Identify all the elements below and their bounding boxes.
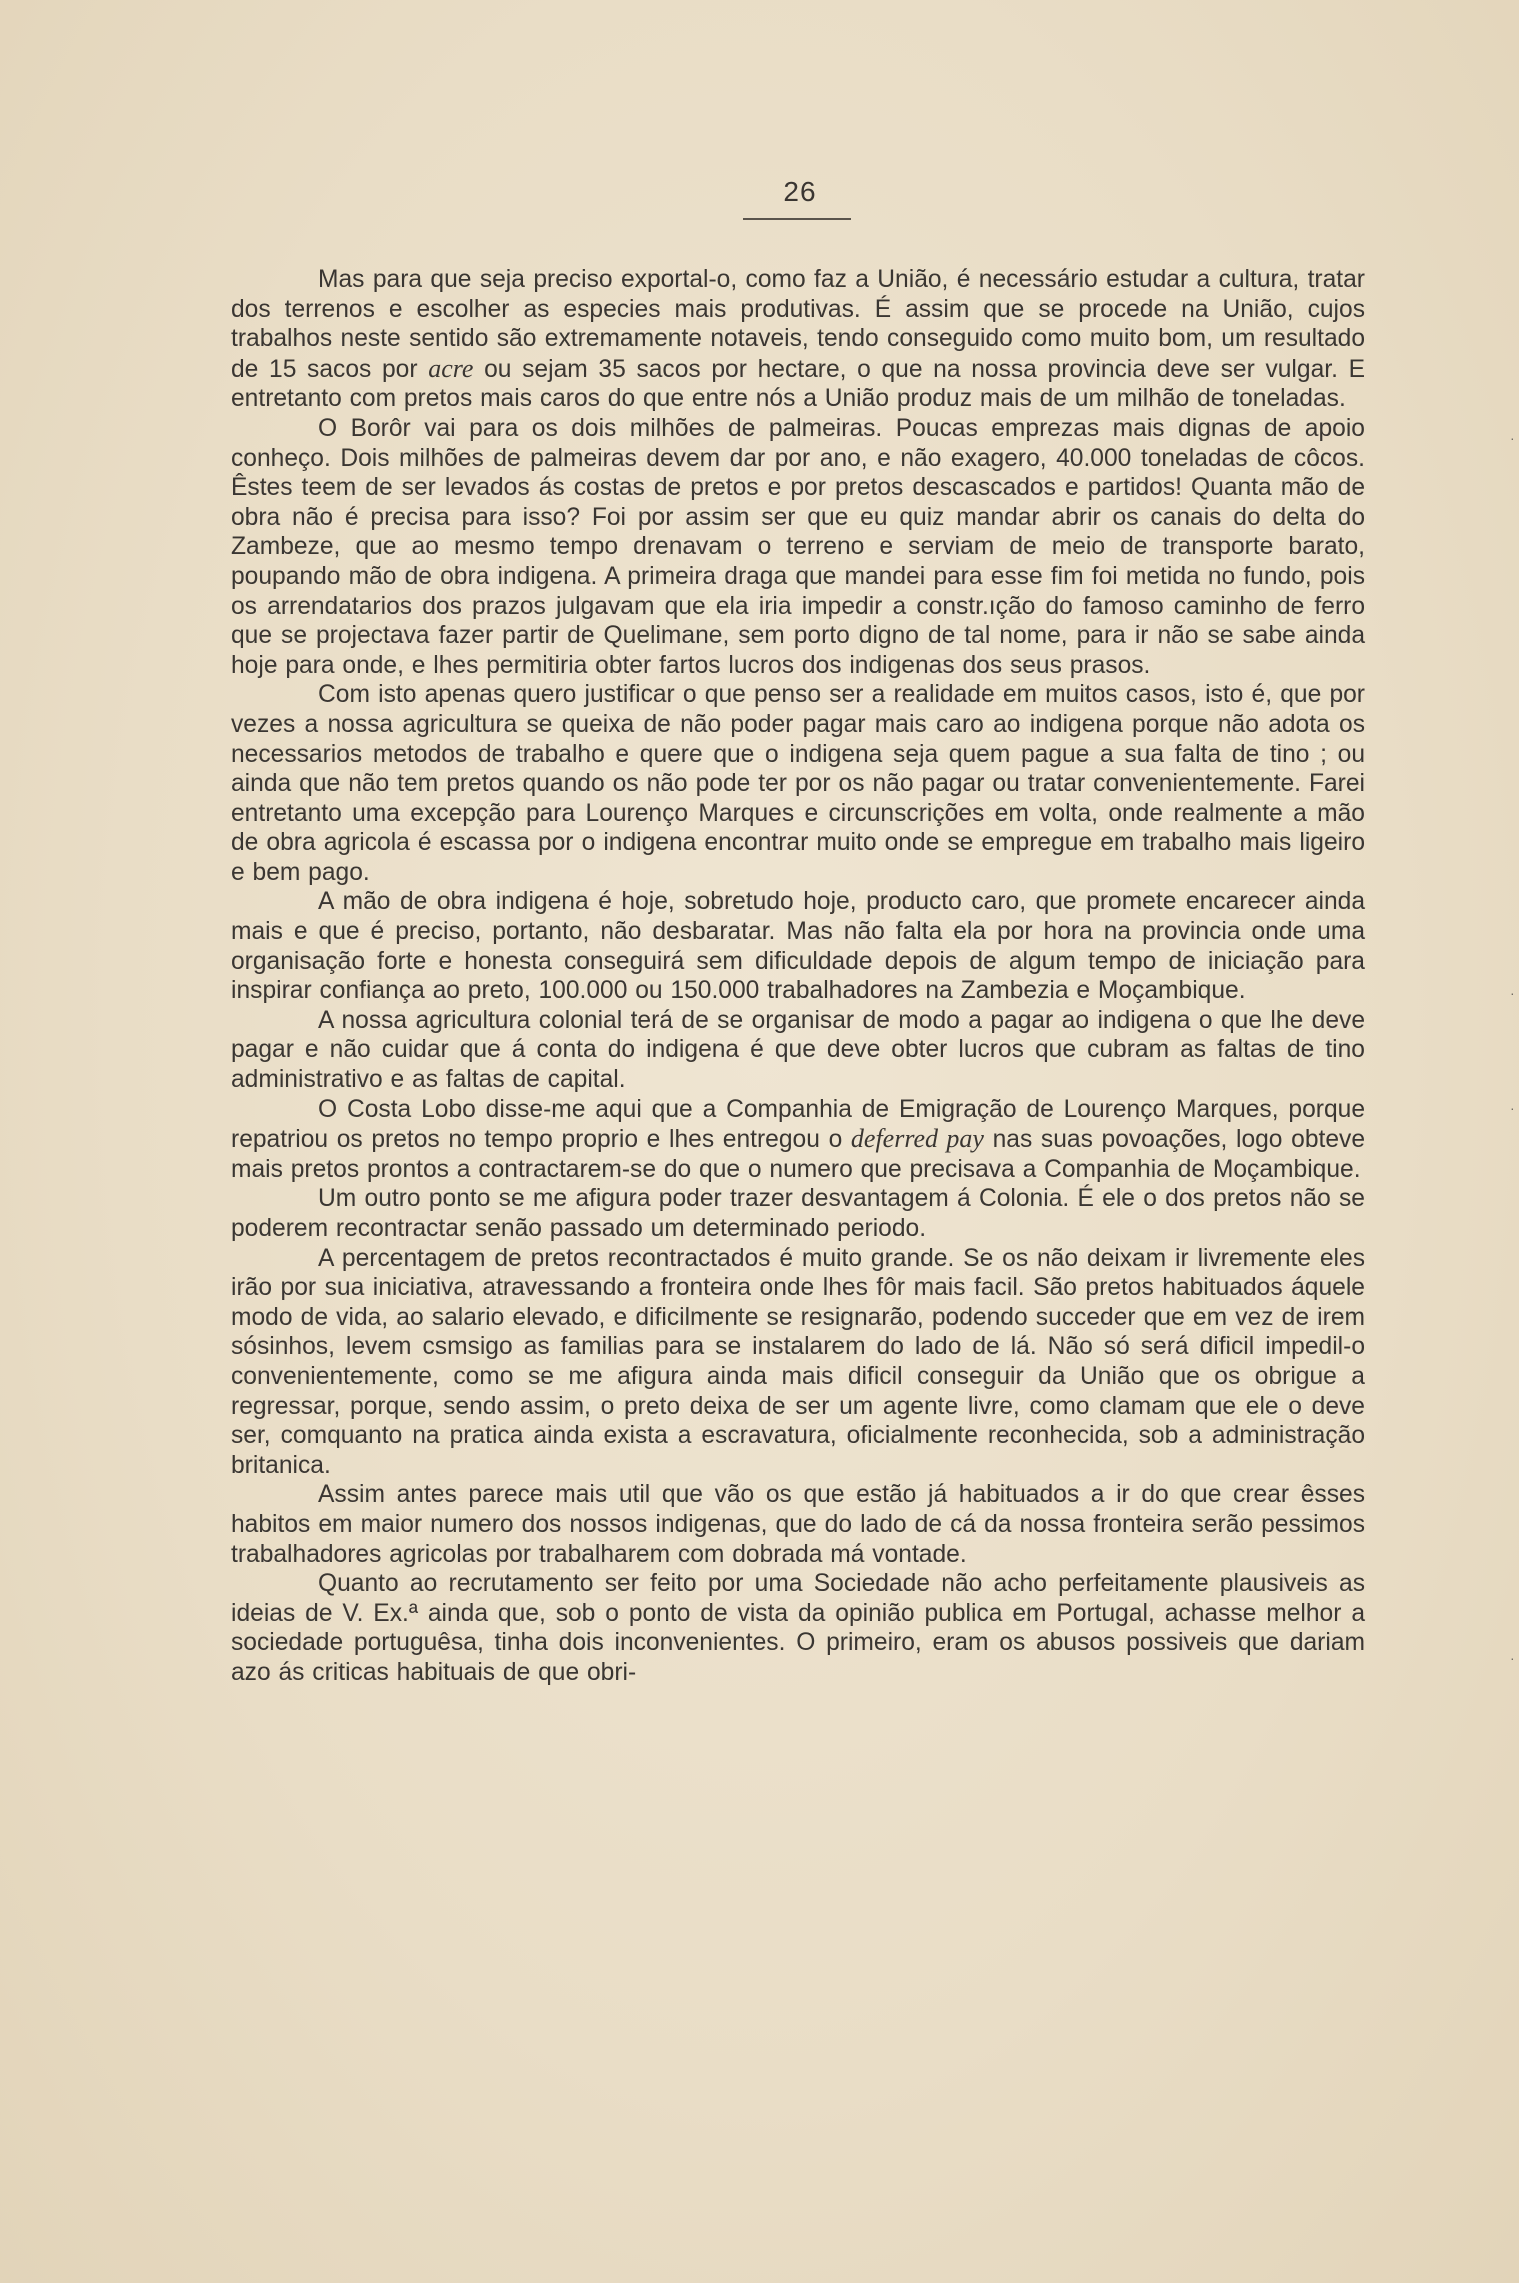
margin-speck: · xyxy=(1510,1100,1515,1116)
margin-speck: · xyxy=(1510,985,1515,1001)
margin-speck: · xyxy=(1510,1650,1515,1666)
paragraph-5: A nossa agricultura colonial terá de se organisar de modo a pagar ao indigena o que lhe deve pagar e não cuidar que á conta do indigena é que deve obter lucros que cubram as faltas de tino administrativo e as faltas de capital. xyxy=(231,1006,1365,1094)
italic-term: deferred pay xyxy=(850,1124,984,1154)
page-number: 26 xyxy=(783,176,817,207)
paragraph-4: A mão de obra indigena é hoje, sobretudo hoje, producto caro, que promete encarecer ainda mais e que é preciso, portanto, não desbaratar. Mas não falta ela por hora na provincia onde uma organisação forte e honesta conseguirá sem dificuldade depois de algum tempo de iniciação para inspirar confiança ao preto, 100.000 ou 150.000 trabalhadores na Zambezia e Moçambique. xyxy=(231,888,1365,1005)
paragraph-1: Mas para que seja preciso exportal-o, como faz a União, é necessário estudar a cultura, tratar dos terrenos e escolher as especies mais produtivas. É assim que se procede na União, cujos trabalhos neste sentido são extremamente notaveis, tendo conseguido como muito bom, um resultado de 15 sacos por acre ou sejam 35 sacos por hectare, o que na nossa provincia deve ser vulgar. E entretanto com pretos mais caros do que entre nós a União produz mais de um milhão de toneladas. xyxy=(231,266,1365,413)
body-text xyxy=(231,265,1365,1688)
page-number-rule xyxy=(743,218,851,220)
paragraph-10: Quanto ao recrutamento ser feito por uma Sociedade não acho perfeitamente plausiveis as ideias de V. Ex.ª ainda que, sob o ponto de vista da opinião publica em Portugal, achasse melhor a sociedade portuguêsa, tinha dois inconvenientes. O primeiro, eram os abusos possiveis que dariam azo ás criticas habituais de que obri- xyxy=(231,1570,1365,1686)
paragraph-7: Um outro ponto se me afigura poder trazer desvantagem á Colonia. É ele o dos pretos não se poderem recontractar senão passado um determinado periodo. xyxy=(231,1185,1365,1242)
italic-term: acre xyxy=(428,353,474,383)
margin-speck: · xyxy=(1510,430,1515,446)
paragraph-2: O Borôr vai para os dois milhões de palmeiras. Poucas emprezas mais dignas de apoio conheço. Dois milhões de palmeiras devem dar por ano, e não exagero, 40.000 toneladas de côcos. Êstes teem de ser levados ás costas de pretos e por pretos descascados e partidos! Quanta mão de obra não é precisa para isso? Foi por assim ser que eu quiz mandar abrir os canais do delta do Zambeze, que ao mesmo tempo drenavam o terreno e serviam de meio de transporte barato, poupando mão de obra indigena. A primeira draga que mandei para esse fim foi metida no fundo, pois os arrendatarios dos prazos julgavam que ela iria impedir a constr.ıção do famoso caminho de ferro que se projectava fazer partir de Quelimane, sem porto digno de tal nome, para ir não se sabe ainda hoje para onde, e lhes permitiria obter fartos lucros dos indigenas dos seus prasos. xyxy=(231,414,1365,679)
paragraph-3: Com isto apenas quero justificar o que penso ser a realidade em muitos casos, isto é, que por vezes a nossa agricultura se queixa de não poder pagar mais caro ao indigena porque não adota os necessarios metodos de trabalho e quere que o indigena seja quem pague a sua falta de tino ; ou ainda que não tem pretos quando os não pode ter por os não pagar ou tratar convenientemente. Farei entretanto uma excepção para Lourenço Marques e circunscrições em volta, onde realmente a mão de obra agricola é escassa por o indigena encontrar muito onde se empregue em trabalho mais ligeiro e bem pago. xyxy=(231,681,1365,886)
paragraph-6: O Costa Lobo disse-me aqui que a Companhia de Emigração de Lourenço Marques, porque repatriou os pretos no tempo proprio e lhes entregou o deferred pay nas suas povoações, logo obteve mais pretos prontos a contractarem-se do que o numero que precisava a Companhia de Moçambique. xyxy=(231,1095,1365,1183)
paragraph-8: A percentagem de pretos recontractados é muito grande. Se os não deixam ir livremente eles irão por sua iniciativa, atravessando a fronteira onde lhes fôr mais facil. São pretos habituados áquele modo de vida, ao salario elevado, e dificilmente se resignarão, podendo succeder que em vez de irem sósinhos, levem csmsigo as familias para se instalarem do lado de lá. Não só será dificil impedil-o convenientemente, como se me afigura ainda mais dificil conseguir da União que os obrigue a regressar, porque, sendo assim, o preto deixa de ser um agente livre, como clamam que ele o deve ser, comquanto na pratica ainda exista a escravatura, oficialmente reconhecida, sob a administração britanica. xyxy=(231,1244,1365,1479)
paragraph-9: Assim antes parece mais util que vão os que estão já habituados a ir do que crear êsses habitos em maior numero dos nossos indigenas, que do lado de cá da nossa fronteira serão pessimos trabalhadores agricolas por trabalharem com dobrada má vontade. xyxy=(231,1481,1365,1568)
